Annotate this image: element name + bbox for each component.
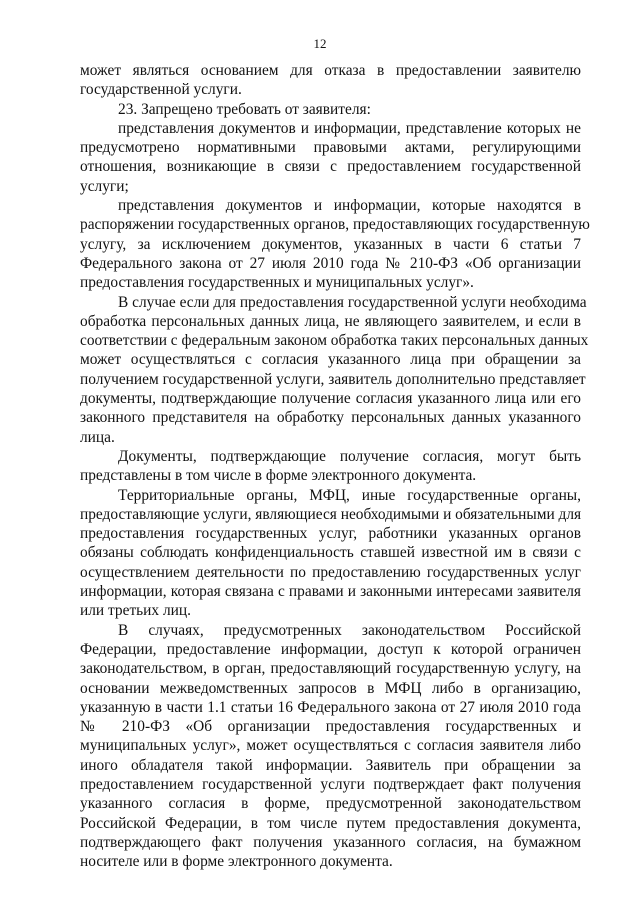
text-line: государственной услуги. (80, 81, 242, 99)
text-line: обработка персональных данных лица, не являющего заявителем, и если в (80, 312, 581, 330)
text-line: может являться основанием для отказа в предоставлении заявителю (80, 62, 581, 79)
text-line: Российской Федерации, в том числе путем предоставления документа, (80, 814, 581, 832)
text-line: подтверждающего факт получения указанного согласия, на бумажном (80, 833, 581, 851)
text-line: представления документов и информации, представление которых не (118, 119, 581, 137)
text-line: информации, которая связана с правами и законными интересами заявителя (80, 583, 581, 601)
text-line: распоряжении государственных органов, предоставляющих государственную (80, 216, 590, 234)
text-line: законного представителя на обработку персональных данных указанного (80, 409, 581, 427)
text-line: иного обладателя такой информации. Заявитель при обращении за (80, 756, 581, 774)
text-line: лица. (80, 428, 115, 446)
text-line: предоставления государственных и муниципальных услуг». (80, 274, 474, 292)
text-line: осуществлением деятельности по предоставлению государственных услуг (80, 563, 581, 581)
text-line: указанную в части 1.1 статьи 16 Федерального закона от 27 июля 2010 года (80, 698, 581, 716)
text-line: или третьих лиц. (80, 602, 191, 620)
text-line: В случае если для предоставления государственной услуги необходима (118, 293, 587, 311)
text-line: документы, подтверждающие получение согласия указанного лица или его (80, 390, 581, 408)
text-line: может осуществляться с согласия указанного лица при обращении за (80, 351, 581, 369)
text-line: указанного согласия в форме, предусмотренной законодательством (80, 795, 581, 813)
text-line: 23. Запрещено требовать от заявителя: (118, 100, 371, 118)
text-line: предоставления государственных услуг, работники указанных органов (80, 525, 581, 543)
text-line: предусмотрено нормативными правовыми актами, регулирующими (80, 139, 581, 157)
text-line: Федерального закона от 27 июля 2010 года № 210-ФЗ «Об организации (80, 254, 581, 272)
text-line: предоставлением государственной услуги подтверждает факт получения (80, 775, 581, 793)
text-line: носителе или в форме электронного документа. (80, 853, 393, 871)
text-line: предоставляющие услуги, являющиеся необходимыми и обязательными для (80, 505, 582, 523)
text-line: законодательством, в орган, предоставляющий государственную услугу, на (80, 660, 581, 678)
text-line: В случаях, предусмотренных законодательством Российской (118, 621, 581, 639)
text-line: услугу, за исключением документов, указанных в части 6 статьи 7 (80, 235, 581, 253)
text-line: Документы, подтверждающие получение согласия, могут быть (118, 447, 581, 465)
text-line: муниципальных услуг», может осуществляться с согласия заявителя либо (80, 737, 581, 755)
text-line: представления документов и информации, которые находятся в (118, 197, 581, 215)
text-line: услуги; (80, 177, 129, 195)
text-line: соответствии с федеральным законом обработка таких персональных данных (80, 332, 589, 350)
text-line: основании межведомственных запросов в МФЦ либо в организацию, (80, 679, 581, 697)
page-number: 12 (313, 36, 327, 51)
text-line: Территориальные органы, МФЦ, иные государственные органы, (118, 486, 581, 504)
text-line: обязаны соблюдать конфиденциальность ставшей известной им в связи с (80, 544, 581, 562)
text-line: получением государственной услуги, заявитель дополнительно представляет (80, 370, 586, 388)
text-line: Федерации, предоставление информации, доступ к которой ограничен (80, 640, 581, 658)
text-line: отношения, возникающие в связи с предоставлением государственной (80, 158, 581, 176)
text-line: № 210-ФЗ «Об организации предоставления государственных и (80, 718, 581, 736)
text-line: представлены в том числе в форме электронного документа. (80, 467, 477, 485)
document-body (80, 61, 590, 871)
